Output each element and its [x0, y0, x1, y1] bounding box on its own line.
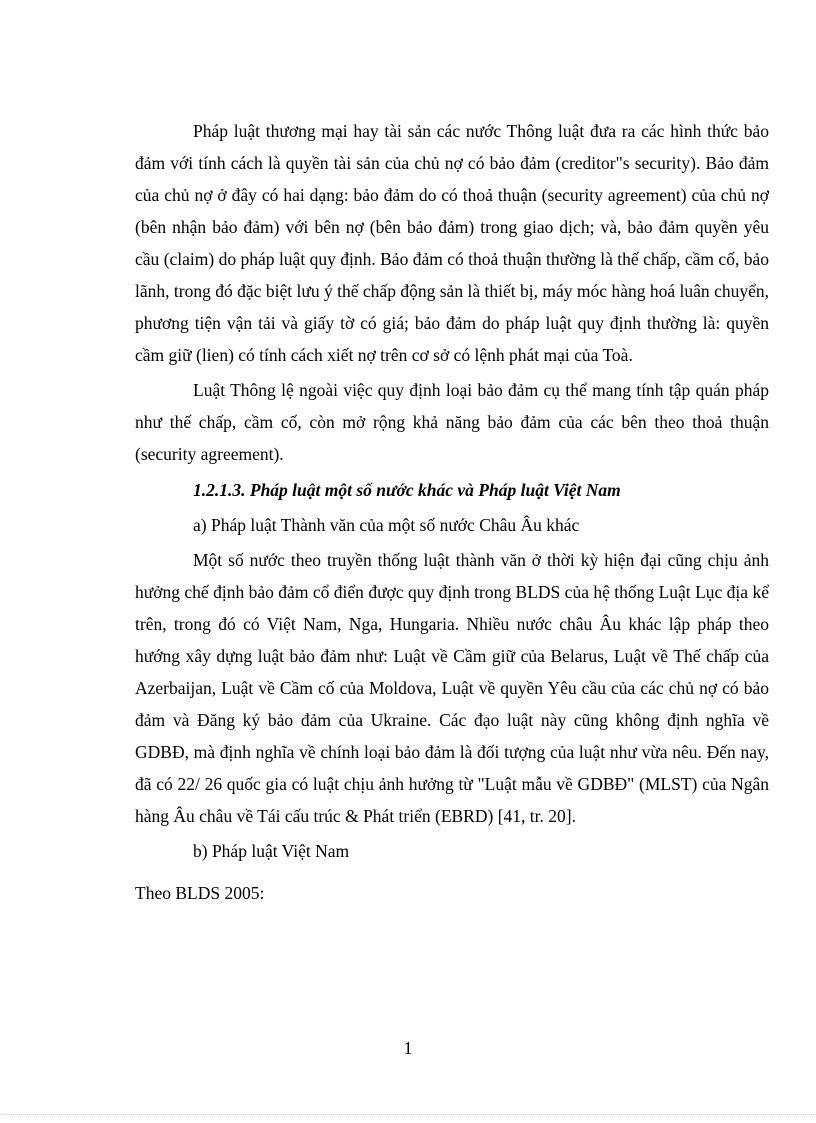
paragraph-european-law: Một số nước theo truyền thống luật thành văn ở thời kỳ hiện đại cũng chịu ảnh hưởng chế định bảo đảm cổ điển được quy định trong BLDS của hệ thống Luật Lục địa kể trên, trong đó có Việt Nam, Nga, Hungaria. Nhiều nước châu Âu khác lập pháp theo hướng xây dựng luật bảo đảm như: Luật về Cầm giữ của Belarus, Luật về Thế chấp của Azerbaijan, Luật về Cầm cố của Moldova, Luật về quyền Yêu cầu của các chủ nợ có bảo đảm và Đăng ký bảo đảm của Ukraine. Các đạo luật này cũng không định nghĩa về GDBĐ, mà định nghĩa về chính loại bảo đảm là đối tượng của luật như vừa nêu. Đến nay, đã có 22/ 26 quốc gia có luật chịu ảnh hưởng từ "Luật mẫu về GDBĐ" (MLST) của Ngân hàng Âu châu về Tái cấu trúc & Phát triển (EBRD) [41, tr. 20].: [135, 550, 769, 826]
closing-line: Theo BLDS 2005:: [135, 883, 265, 903]
section-heading: 1.2.1.3. Pháp luật một số nước khác và Pháp luật Việt Nam: [193, 480, 621, 500]
page-number: 1: [403, 1038, 413, 1058]
page-content: [135, 115, 769, 909]
paragraph-customary-law: Luật Thông lệ ngoài việc quy định loại bảo đảm cụ thể mang tính tập quán pháp như thế chấp, cầm cố, còn mở rộng khả năng bảo đảm của các bên theo thoả thuận (security agreement).: [135, 380, 769, 464]
page-bottom-divider: [0, 1114, 816, 1115]
subheading-european-law: a) Pháp luật Thành văn của một số nước Châu Âu khác: [193, 515, 580, 535]
paragraph-common-law-security: Pháp luật thương mại hay tài sản các nước Thông luật đưa ra các hình thức bảo đảm với tính cách là quyền tài sản của chủ nợ có bảo đảm (creditor"s security). Bảo đảm của chủ nợ ở đây có hai dạng: bảo đảm do có thoả thuận (security agreement) của chủ nợ (bên nhận bảo đảm) với bên nợ (bên bảo đảm) trong giao dịch; và, bảo đảm quyền yêu cầu (claim) do pháp luật quy định. Bảo đảm có thoả thuận thường là thế chấp, cầm cố, bảo lãnh, trong đó đặc biệt lưu ý thế chấp động sản là thiết bị, máy móc hàng hoá luân chuyển, phương tiện vận tải và giấy tờ có giá; bảo đảm do pháp luật quy định thường là: quyền cầm giữ (lien) có tính cách xiết nợ trên cơ sở có lệnh phát mại của Toà.: [135, 121, 769, 365]
subheading-vietnam-law: b) Pháp luật Việt Nam: [193, 841, 350, 861]
